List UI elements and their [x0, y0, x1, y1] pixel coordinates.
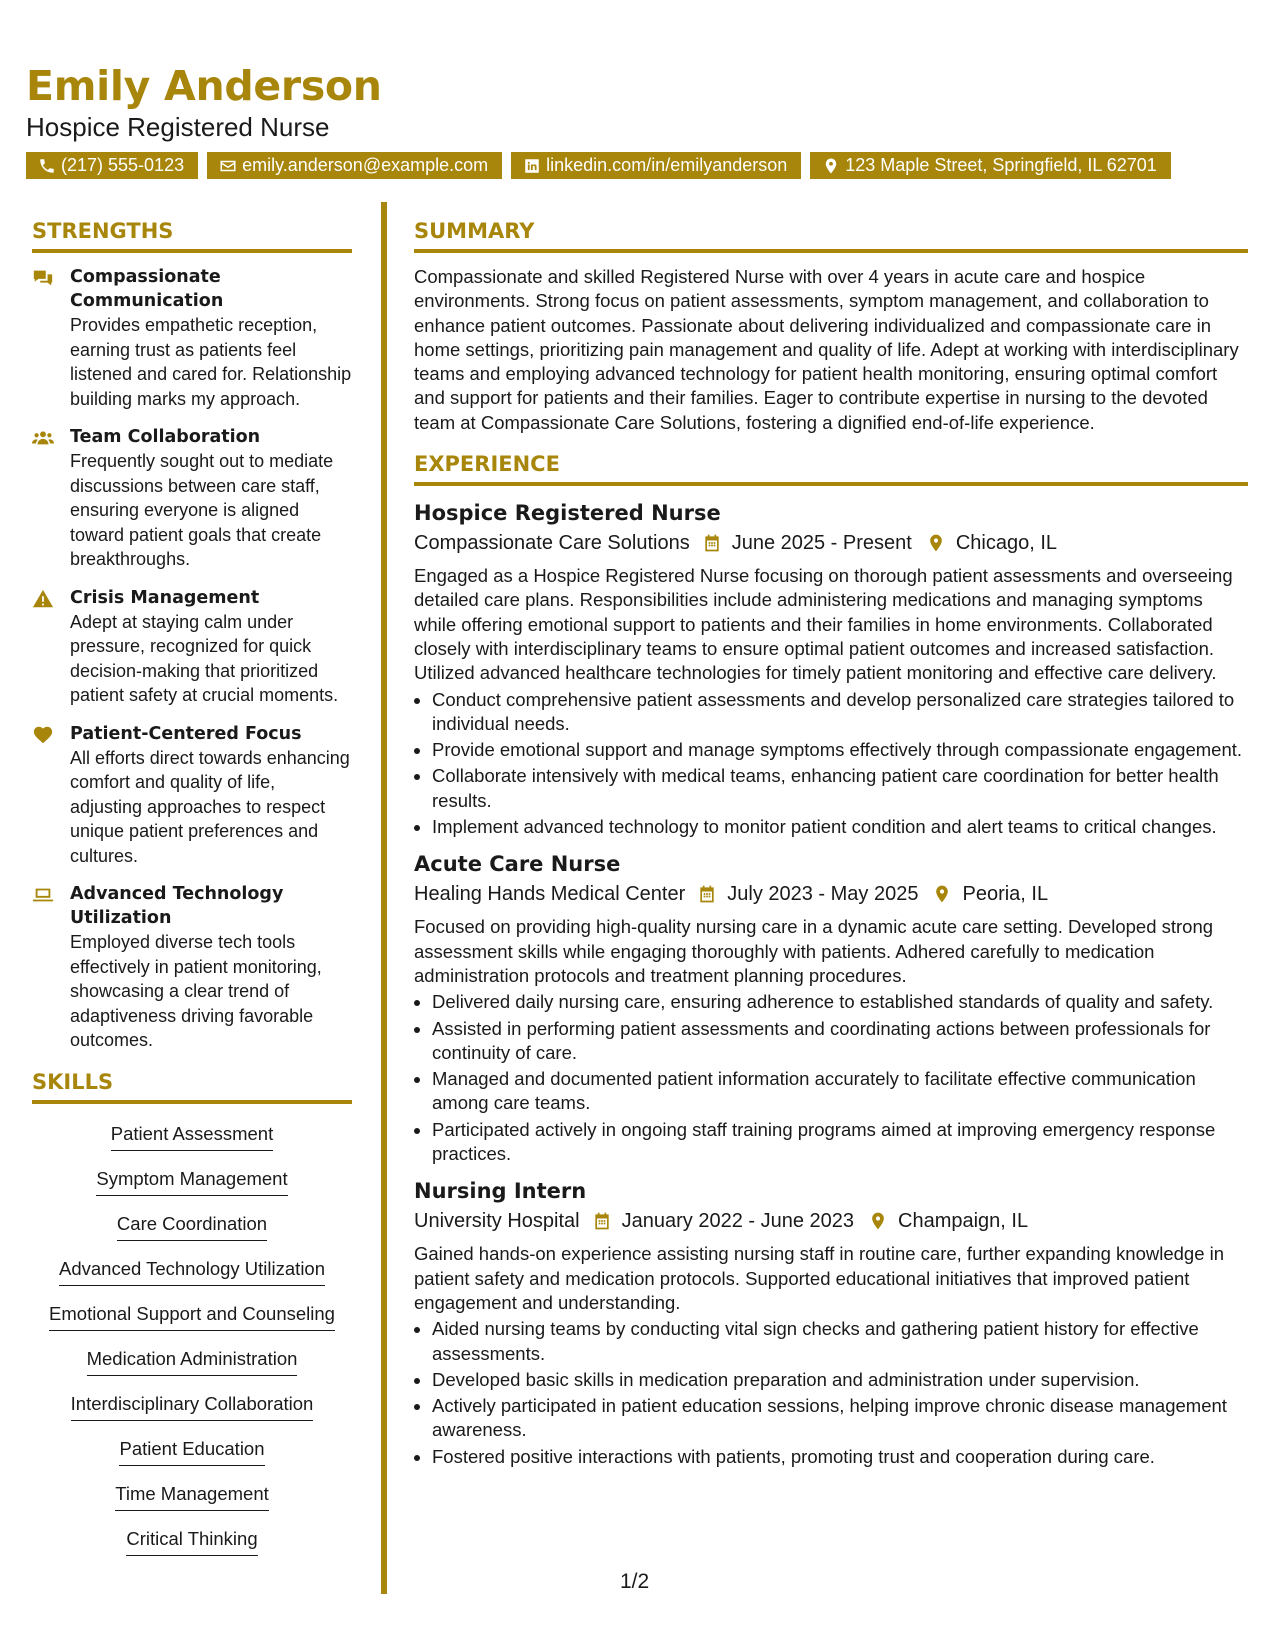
strength-desc: All efforts direct towards enhancing comfort and quality of life, adjusting approaches to respect unique patient preferences and cultures. [70, 747, 350, 866]
contact-phone[interactable] [26, 152, 198, 179]
job-title: Hospice Registered Nurse [414, 501, 721, 526]
job-bullet: • Conduct comprehensive patient assessments and develop personalized care strategies tailored to individual needs. [432, 688, 1248, 737]
strengths-heading: STRENGTHS [32, 216, 352, 253]
strength-item [32, 586, 352, 708]
strength-title: Team Collaboration [70, 427, 261, 447]
candidate-role: Hospice Registered Nurse [26, 112, 330, 142]
skill-item: Emotional Support and Counseling [49, 1302, 335, 1331]
map-marker-icon [932, 884, 952, 904]
strength-title: Advanced Technology Utilization [70, 884, 284, 928]
job-bullet: • Assisted in performing patient assessments and coordinating actions between professionals for continuity of care. [432, 1017, 1248, 1066]
job-bullet: • Implement advanced technology to monitor patient condition and alert teams to critical changes. [432, 815, 1248, 839]
job-location: Chicago, IL [955, 532, 1057, 555]
job-company: Healing Hands Medical Center [414, 883, 686, 906]
job-title: Nursing Intern [414, 1179, 587, 1204]
strength-title: Patient-Centered Focus [70, 723, 302, 744]
job-dates: January 2022 - June 2023 [621, 1210, 855, 1233]
job-bullet: • Collaborate intensively with medical teams, enhancing patient care coordination for better health results. [432, 764, 1248, 813]
map-marker-icon [868, 1211, 888, 1231]
job-bullet: • Provide emotional support and manage symptoms effectively through compassionate engagement. [432, 738, 1248, 762]
strength-desc: Provides empathetic reception, earning trust as patients feel listened and cared for. Relationship building marks my approach. [70, 315, 352, 409]
job-description: Gained hands-on experience assisting nursing staff in routine care, further expanding knowledge in patient safety and medication protocols. Supported educational initiatives that improved patient engagement and understanding. [414, 1243, 1225, 1313]
job-location: Peoria, IL [962, 883, 1049, 906]
strength-title: Compassionate Communication [70, 267, 224, 311]
right-column [414, 216, 1248, 1479]
skill-item: Symptom Management [96, 1167, 287, 1196]
page-number: 1/2 [620, 1570, 650, 1593]
skill-item: Interdisciplinary Collaboration [71, 1392, 314, 1421]
comments-icon [32, 267, 54, 289]
skill-item: Critical Thinking [126, 1527, 257, 1556]
skills-section [32, 1067, 352, 1572]
job-bullet: • Managed and documented patient information accurately to facilitate effective communication among care teams. [432, 1067, 1248, 1116]
contact-linkedin-text: linkedin.com/in/emilyanderson [546, 155, 788, 175]
job-dates: July 2023 - May 2025 [727, 883, 919, 906]
skill-item: Patient Assessment [111, 1122, 273, 1151]
contact-email[interactable] [207, 152, 502, 179]
envelope-icon [219, 157, 237, 175]
candidate-name: Emily Anderson [26, 62, 382, 110]
strength-item [32, 425, 352, 572]
skill-item: Advanced Technology Utilization [59, 1257, 325, 1286]
job-entry [414, 1176, 1248, 1469]
calendar-icon [697, 884, 717, 904]
strength-item [32, 722, 352, 869]
contact-address[interactable] [810, 152, 1171, 179]
job-entry [414, 498, 1248, 839]
job-bullet: • Delivered daily nursing care, ensuring adherence to established standards of quality and safety. [432, 990, 1248, 1014]
heart-icon [32, 724, 54, 746]
contact-linkedin[interactable] [511, 152, 801, 179]
job-bullet: • Developed basic skills in medication preparation and administration under supervision. [432, 1368, 1248, 1392]
calendar-icon [592, 1211, 612, 1231]
skill-item: Care Coordination [117, 1212, 267, 1241]
job-bullet: • Actively participated in patient education sessions, helping improve chronic disease management awareness. [432, 1394, 1248, 1443]
contact-email-text: emily.anderson@example.com [242, 155, 489, 175]
map-marker-icon [926, 533, 946, 553]
strength-item [32, 882, 352, 1053]
job-entry [414, 849, 1248, 1166]
strength-desc: Adept at staying calm under pressure, recognized for quick decision-making that prioritized patient safety at crucial moments. [70, 611, 339, 705]
job-company: University Hospital [414, 1210, 580, 1233]
strength-title: Crisis Management [70, 587, 260, 608]
experience-heading: EXPERIENCE [414, 449, 1248, 486]
contact-bar [26, 152, 1171, 179]
linkedin-icon [523, 157, 541, 175]
calendar-icon [702, 533, 722, 553]
contact-address-text: 123 Maple Street, Springfield, IL 62701 [845, 155, 1157, 175]
job-title: Acute Care Nurse [414, 852, 621, 877]
map-marker-icon [822, 157, 840, 175]
job-company: Compassionate Care Solutions [414, 532, 690, 555]
phone-icon [38, 157, 56, 175]
job-description: Engaged as a Hospice Registered Nurse focusing on thorough patient assessments and overseeing detailed care plans. Responsibilities include administering medications and managing symptoms while offering emotional support to patients and their families in home environments. Collaborated closely with interdisciplinary teams to ensure optimal patient outcomes and increased satisfaction. Utilized advanced healthcare technologies for timely patient monitoring and effective care delivery. [414, 565, 1233, 684]
skill-item: Time Management [115, 1482, 269, 1511]
skills-heading: SKILLS [32, 1067, 352, 1104]
skill-item: Patient Education [119, 1437, 264, 1466]
users-icon [32, 427, 54, 449]
left-column [32, 216, 352, 1572]
job-dates: June 2025 - Present [731, 532, 912, 555]
strength-desc: Employed diverse tech tools effectively in patient monitoring, showcasing a clear trend of adaptiveness driving favorable outcomes. [70, 932, 322, 1050]
laptop-icon [32, 884, 54, 906]
summary-text: Compassionate and skilled Registered Nurse with over 4 years in acute care and hospice environments. Strong focus on patient assessments, symptom management, and collaboration to enhance patient outcomes. Passionate about delivering individualized and compassionate care in home settings, prioritizing pain management and quality of life. Adept at working with interdisciplinary teams and employing advanced technology for patient health monitoring, ensuring optimal comfort and support for patients and their families. Eager to contribute expertise in nursing to the devoted team at Compassionate Care Solutions, fostering a dignified end-of-life experience. [414, 266, 1239, 433]
job-bullet: • Participated actively in ongoing staff training programs aimed at improving emergency response practices. [432, 1118, 1248, 1167]
job-location: Champaign, IL [898, 1210, 1029, 1233]
skill-item: Medication Administration [87, 1347, 298, 1376]
strength-desc: Frequently sought out to mediate discussions between care staff, ensuring everyone is aligned toward patient goals that create breakthroughs. [70, 451, 334, 569]
job-bullet: • Fostered positive interactions with patients, promoting trust and cooperation during care. [432, 1445, 1248, 1469]
contact-phone-text: (217) 555-0123 [61, 155, 185, 175]
job-description: Focused on providing high-quality nursing care in a dynamic acute care setting. Developed strong assessment skills while engaging thoroughly with patients. Adhered carefully to medication administration protocols and treatment planning procedures. [414, 916, 1214, 986]
summary-heading: SUMMARY [414, 216, 1248, 253]
column-divider [381, 202, 387, 1594]
job-bullet: • Aided nursing teams by conducting vital sign checks and gathering patient history for effective assessments. [432, 1317, 1248, 1366]
warning-icon [32, 588, 54, 610]
strength-item [32, 265, 352, 411]
